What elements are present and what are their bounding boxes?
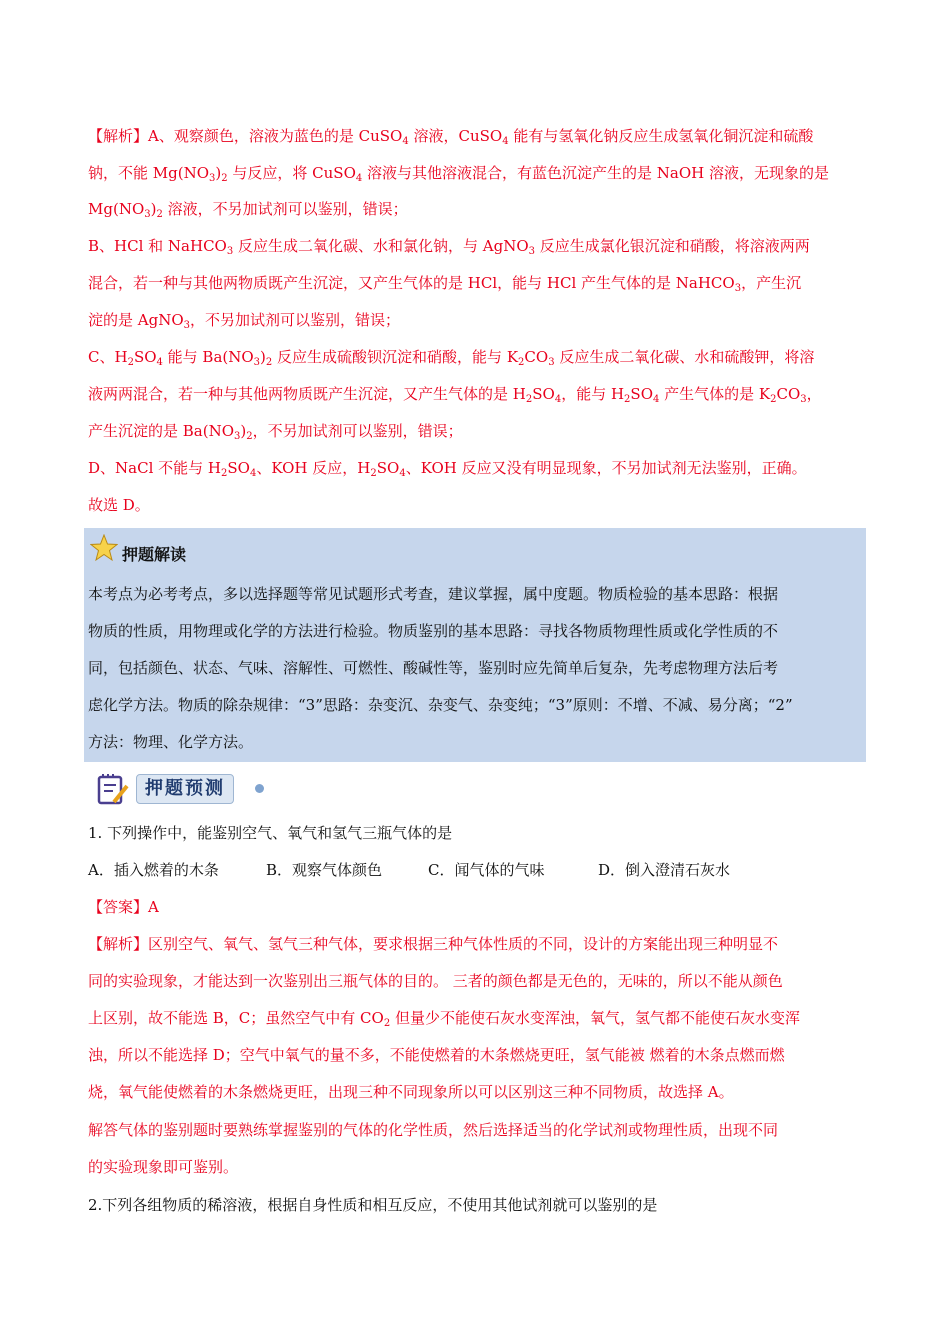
text: 【解析】A、观察颜色，溶液为蓝色的是 CuSO: [88, 127, 403, 145]
subscript: 4: [554, 394, 562, 405]
subscript: 2: [246, 431, 253, 442]
text: 但量少不能使石灰水变浑浊，氧气，氢气都不能使石灰水变浑: [390, 1009, 800, 1027]
text: 溶液，不另加试剂可以鉴别，错误；: [162, 200, 408, 218]
subscript: 3: [548, 357, 555, 368]
subscript: 4: [653, 394, 660, 405]
text: SO: [227, 459, 250, 477]
text: B、HCl 和 NaHCO: [88, 237, 227, 255]
subscript: 2: [518, 357, 525, 368]
subscript: 2: [265, 357, 273, 368]
text: 产生气体的是 K: [659, 385, 771, 403]
analysis-line-10: [88, 458, 878, 478]
text: 反应生成硫酸钡沉淀和硝酸，能与 K: [272, 348, 519, 366]
q1-explain-5: 烧，氧气能使燃着的木条燃烧更旺，出现三种不同现象所以可以区别这三种不同物质，故选择 A。: [88, 1083, 734, 1101]
q1-explain-3: [88, 1008, 878, 1028]
text: 混合，若一种与其他两物质既产生沉淀，又产生气体的是 HCl，能与 HCl 产生气体的是 NaHCO: [88, 274, 735, 292]
analysis-line-2: [88, 163, 878, 183]
text: ，能与 H: [561, 385, 625, 403]
text: 、KOH 反应又没有明显现象，不另加试剂无法鉴别，正确。: [405, 459, 807, 477]
banner-label: 押题预测: [136, 774, 234, 804]
subscript: 2: [221, 468, 228, 479]
text: 能与 Ba(NO: [162, 348, 254, 366]
notebook-pen-icon: [96, 772, 130, 806]
subscript: 3: [234, 431, 241, 442]
text: 钠，不能 Mg(NO: [88, 164, 210, 182]
q1-option-d: D．倒入澄清石灰水: [598, 861, 731, 879]
subscript: 2: [127, 357, 134, 368]
subscript: 3: [183, 320, 191, 331]
q1-option-b: B．观察气体颜色: [266, 861, 383, 879]
q1-option-a: A．插入燃着的木条: [88, 861, 219, 879]
text: 产生沉淀的是 Ba(NO: [88, 422, 235, 440]
subscript: 2: [624, 394, 631, 405]
text: 反应生成二氧化碳、水和氯化钠，与 AgNO: [233, 237, 529, 255]
analysis-line-5: [88, 273, 878, 293]
subscript: 4: [249, 468, 257, 479]
subscript: 4: [402, 136, 409, 147]
text: SO: [630, 385, 653, 403]
box-title: 押题解读: [122, 545, 187, 564]
interpretation-box: [84, 528, 866, 762]
q1-option-c: C．闻气体的气味: [428, 861, 545, 879]
subscript: 2: [221, 173, 228, 184]
text: C、H: [88, 348, 128, 366]
star-icon: [90, 534, 118, 562]
subscript: 2: [383, 1018, 391, 1029]
subscript: 4: [156, 357, 163, 368]
text: ): [240, 422, 247, 440]
subscript: 3: [528, 246, 535, 257]
text: CO: [776, 385, 801, 403]
text: 上区别，故不能选 B，C；虽然空气中有 CO: [88, 1009, 384, 1027]
text: 溶液，CuSO: [408, 127, 503, 145]
subscript: 4: [399, 468, 406, 479]
q2-stem: 2.下列各组物质的稀溶液，根据自身性质和相互反应，不使用其他试剂就可以鉴别的是: [88, 1196, 658, 1214]
analysis-line-4: [88, 236, 878, 256]
banner-dot: [255, 784, 264, 793]
subscript: 3: [144, 209, 151, 220]
analysis-line-8: [88, 384, 878, 404]
analysis-line-7: [88, 347, 878, 367]
box-line-2: 物质的性质，用物理或化学的方法进行检验。物质鉴别的基本思路：寻找各物质物理性质或化学性质的不: [88, 622, 779, 640]
subscript: 3: [226, 246, 234, 257]
q1-explain-2: 同的实验现象，才能达到一次鉴别出三瓶气体的目的。 三者的颜色都是无色的，无味的，所以不能从颜色: [88, 972, 783, 990]
text: 反应生成二氧化碳、水和硫酸钾，将溶: [554, 348, 815, 366]
analysis-line-1: [88, 126, 878, 146]
subscript: 3: [253, 357, 261, 368]
text: ，不另加试剂可以鉴别，错误；: [252, 422, 463, 440]
text: CO: [524, 348, 549, 366]
text: ): [260, 348, 266, 366]
analysis-conclusion: 故选 D。: [88, 496, 150, 514]
text: D、NaCl 不能与 H: [88, 459, 221, 477]
text: ，产生沉: [741, 274, 802, 292]
text: 、KOH 反应，H: [256, 459, 371, 477]
text: 淀的是 AgNO: [88, 311, 184, 329]
analysis-line-9: [88, 421, 878, 441]
subscript: 2: [156, 209, 163, 220]
q1-answer: 【答案】A: [88, 898, 159, 916]
text: Mg(NO: [88, 200, 145, 218]
subscript: 2: [525, 394, 533, 405]
analysis-line-3: [88, 199, 878, 219]
text: 能有与氢氧化钠反应生成氢氧化铜沉淀和硫酸: [508, 127, 814, 145]
q1-explain-6: 解答气体的鉴别题时要熟练掌握鉴别的气体的化学性质，然后选择适当的化学试剂或物理性质，出现不同: [88, 1121, 779, 1139]
text: 反应生成氯化银沉淀和硝酸，将溶液两两: [535, 237, 810, 255]
subscript: 3: [734, 283, 742, 294]
box-line-5: 方法：物理、化学方法。: [88, 733, 254, 751]
q1-explain-4: 浊，所以不能选择 D；空气中氧气的量不多，不能使燃着的木条燃烧更旺，氢气能被 燃着的木条点燃而燃: [88, 1046, 785, 1064]
text: SO: [376, 459, 400, 477]
text: 溶液与其他溶液混合，有蓝色沉淀产生的是 NaOH 溶液，无现象的是: [362, 164, 830, 182]
box-line-1: 本考点为必考考点，多以选择题等常见试题形式考查，建议掌握，属中度题。物质检验的基本思路：根据: [88, 585, 779, 603]
q1-explain-1: 【解析】区别空气、氧气、氢气三种气体，要求根据三种气体性质的不同，设计的方案能出现三种明显不: [88, 935, 779, 953]
prediction-banner: [96, 772, 266, 806]
text: ): [215, 164, 222, 182]
subscript: 3: [209, 173, 216, 184]
text: ，不另加试剂可以鉴别，错误；: [190, 311, 401, 329]
text: SO: [133, 348, 157, 366]
text: ): [150, 200, 157, 218]
text: ，: [806, 385, 822, 403]
text: 液两两混合，若一种与其他两物质既产生沉淀，又产生气体的是 H: [88, 385, 526, 403]
q1-stem: 1. 下列操作中，能鉴别空气、氧气和氢气三瓶气体的是: [88, 824, 453, 842]
analysis-line-6: [88, 310, 878, 330]
subscript: 4: [502, 136, 509, 147]
box-line-4: 虑化学方法。物质的除杂规律：“3”思路：杂变沉、杂变气、杂变纯；“3”原则：不增、不减、易分离；“2”: [88, 696, 793, 714]
subscript: 2: [370, 468, 377, 479]
subscript: 4: [355, 173, 363, 184]
subscript: 3: [800, 394, 807, 405]
text: 与反应，将 CuSO: [227, 164, 356, 182]
subscript: 2: [770, 394, 777, 405]
q1-explain-7: 的实验现象即可鉴别。: [88, 1158, 239, 1176]
box-line-3: 同，包括颜色、状态、气味、溶解性、可燃性、酸碱性等，鉴别时应先简单后复杂，先考虑物理方法后考: [88, 659, 779, 677]
text: SO: [532, 385, 555, 403]
